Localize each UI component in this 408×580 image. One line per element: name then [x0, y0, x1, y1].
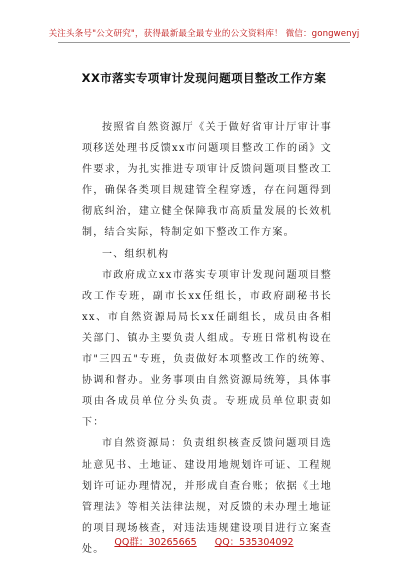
footer-qq-group: QQ群：30265665: [114, 537, 197, 548]
document-body: [82, 117, 332, 560]
header-divider: [58, 42, 350, 43]
section-heading: 一、组织机构: [102, 248, 170, 260]
footer-qq: QQ：535304092: [214, 537, 294, 548]
document-title: XX市落实专项审计发现问题项目整改工作方案: [81, 71, 327, 85]
organization-paragraph: 市政府成立xx市落实专项审计发现问题项目整改工作专班，副市长xx任组长，市政府副秘书长xx、市自然资源局局长xx任副组长，成员由各相关部门、镇办主要负责人组成。专班日常机构设在市"三四五"专班，负责做好本项整改工作的统筹、协调和督办。业务事项由自然资源局统筹，具体事项由各成员单位分头负责。专班成员单位职责如下：: [82, 269, 332, 429]
footer-contact: [0, 534, 408, 548]
intro-paragraph: 按照省自然资源厅《关于做好省审计厅审计事项移送处理书反馈xx市问题项目整改工作的函》文件要求，为扎实推进专项审计反馈问题项目整改工作，确保各类项目规建管全程穿透，存在问题得到彻底纠治，建立健全保障我市高质量发展的长效机制，结合实际，特制定如下整改工作方案。: [82, 122, 332, 239]
header-promo-note: 关注头条号"公文研究"，获得最新最全最专业的公文资料库！ 微信：gongwenyj: [48, 29, 360, 39]
responsibility-paragraph: 市自然资源局：负责组织核查反馈问题项目选址意见书、土地证、建设用地规划许可证、工程规划许可证办理情况，并形成自查台账；依据《土地管理法》等相关法律法规，对反馈的未办理土地证的项目现场核查，对违法违规建设项目进行立案查处。: [82, 438, 332, 555]
